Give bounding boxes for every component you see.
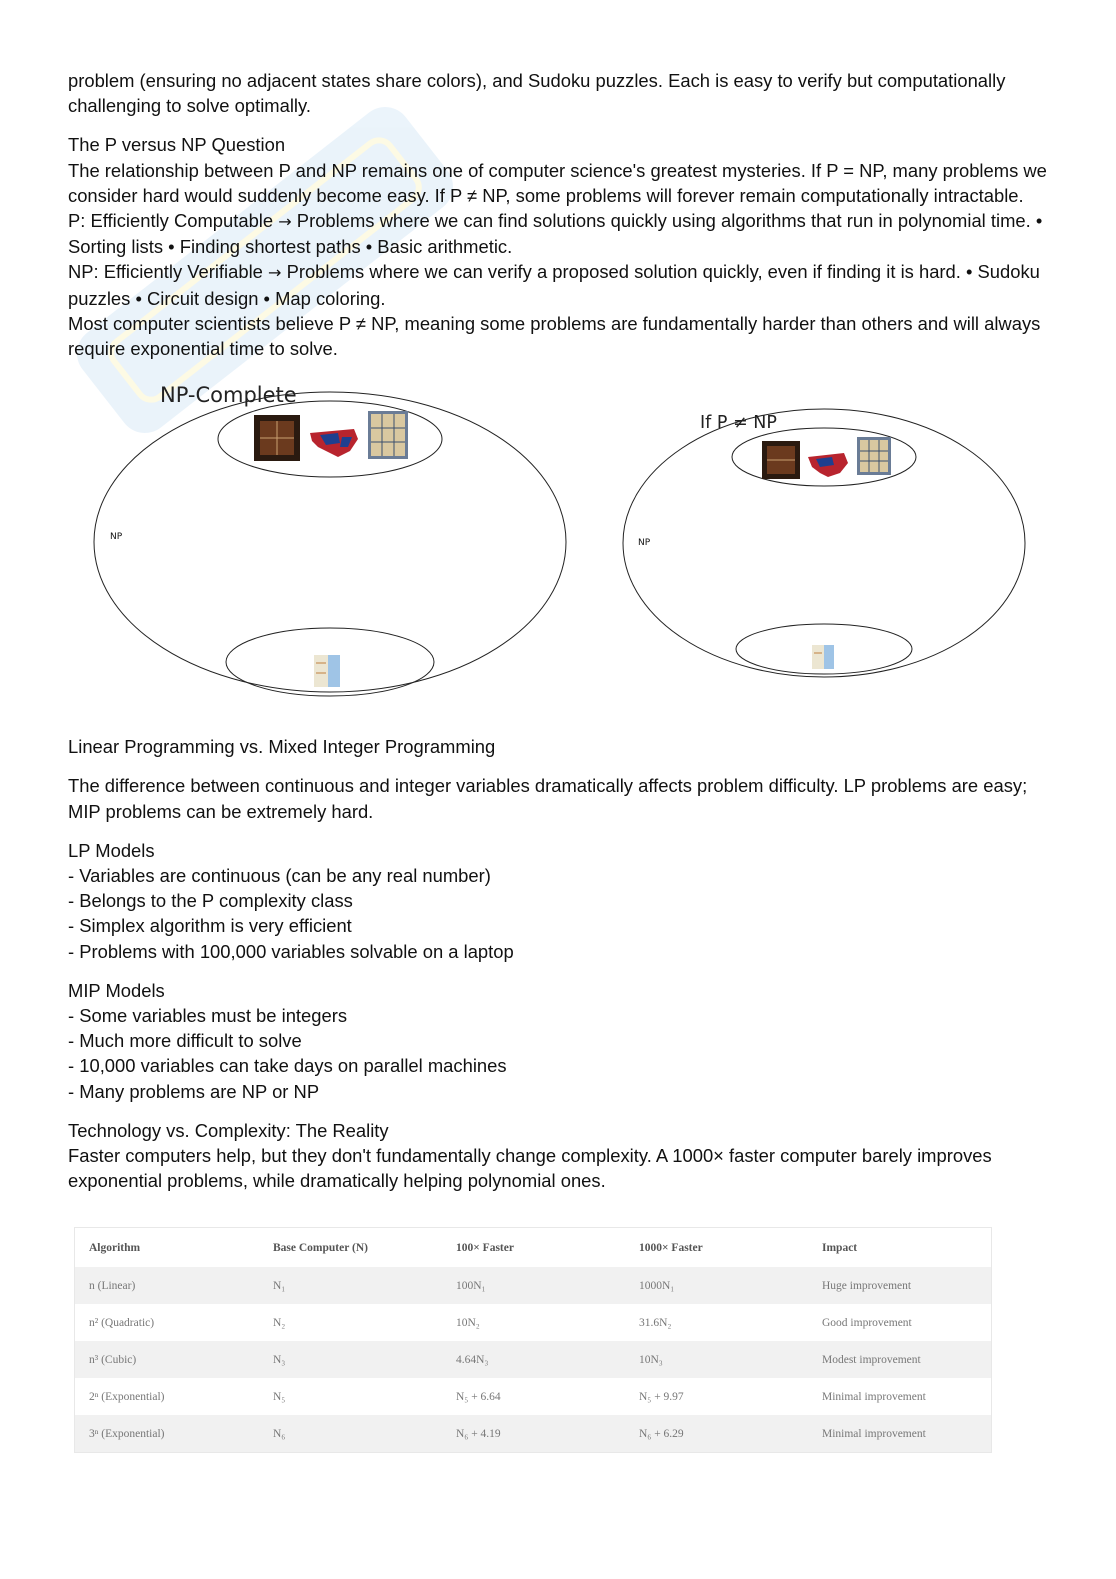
column-header: Base Computer (N) — [273, 1241, 368, 1254]
table-row — [75, 1341, 991, 1378]
route-map-image — [314, 655, 340, 687]
list-item: - Variables are continuous (can be any real number) — [68, 865, 491, 887]
p-text: Problems where we can find solutions quickly using algorithms that run in polynomial time. • Sorting lists • Finding shortest paths • Basic arithmetic. — [68, 210, 1043, 258]
table-cell: N₂ — [273, 1316, 286, 1329]
table-cell: Good improvement — [822, 1316, 912, 1329]
table-cell: N₁ — [273, 1279, 286, 1292]
p-definition — [68, 208, 1048, 259]
column-header: Impact — [822, 1241, 858, 1254]
list-item: - Some variables must be integers — [68, 1005, 348, 1027]
route-map-image — [812, 645, 834, 669]
tech-heading: Technology vs. Complexity: The Reality — [68, 1119, 389, 1141]
table-row — [75, 1378, 991, 1415]
np-region-label: NP — [638, 538, 651, 549]
table-cell: 10N₃ — [639, 1353, 663, 1366]
np-text: Problems where we can verify a proposed solution quickly, even if finding it is hard. • Sudoku puzzles • Circuit design • Map coloring. — [68, 261, 1040, 309]
list-item: - Much more difficult to solve — [68, 1030, 302, 1052]
circuit-board-image — [254, 415, 300, 461]
arrow-icon: → — [278, 212, 292, 232]
np-region-label: NP — [110, 532, 123, 543]
table-cell: n (Linear) — [89, 1279, 136, 1292]
table-cell: Modest improvement — [822, 1353, 921, 1366]
table-cell: Minimal improvement — [822, 1390, 926, 1403]
np-complete-title: NP-Complete — [160, 383, 297, 408]
list-item: - 10,000 variables can take days on parallel machines — [68, 1055, 507, 1077]
table-cell: 4.64N₃ — [456, 1353, 489, 1366]
table-cell: Minimal improvement — [822, 1427, 926, 1440]
complexity-table — [75, 1228, 991, 1452]
p-label: P: Efficiently Computable — [68, 210, 274, 232]
us-map-image — [808, 453, 848, 477]
lp-heading: LP Models — [68, 839, 155, 861]
lp-mip-heading: Linear Programming vs. Mixed Integer Programming — [68, 736, 496, 758]
circuit-board-image — [762, 441, 800, 479]
table-row — [75, 1415, 991, 1452]
p-neq-np-title: If P ≠ NP — [700, 413, 777, 434]
table-cell: N₃ — [273, 1353, 286, 1366]
table-cell: N₆ — [273, 1427, 286, 1440]
document-page — [68, 68, 1048, 1193]
table-cell: N₅ + 9.97 — [639, 1390, 684, 1403]
complexity-diagram — [68, 377, 1048, 722]
table-cell: Huge improvement — [822, 1279, 912, 1292]
arrow-icon: → — [268, 263, 282, 283]
list-item: - Simplex algorithm is very efficient — [68, 915, 352, 937]
table-cell: 10N₂ — [456, 1316, 480, 1329]
table-cell: 2ⁿ (Exponential) — [89, 1390, 165, 1403]
table-cell: 3ⁿ (Exponential) — [89, 1427, 165, 1440]
table-cell: N₅ + 6.64 — [456, 1390, 501, 1403]
column-header: 100× Faster — [456, 1241, 514, 1254]
table-cell: 1000N₁ — [639, 1279, 675, 1292]
table-cell: 31.6N₂ — [639, 1316, 672, 1329]
list-item: - Problems with 100,000 variables solvable on a laptop — [68, 940, 514, 962]
venn-diagram — [68, 377, 1048, 722]
mip-heading: MIP Models — [68, 979, 165, 1001]
list-item: - Belongs to the P complexity class — [68, 890, 353, 912]
table-cell: N₆ + 6.29 — [639, 1427, 684, 1440]
column-header: 1000× Faster — [639, 1241, 703, 1254]
np-label: NP: Efficiently Verifiable — [68, 261, 263, 283]
table-cell: n² (Quadratic) — [89, 1316, 155, 1329]
table-cell: N₆ + 4.19 — [456, 1427, 501, 1440]
table-row — [75, 1304, 991, 1341]
np-definition — [68, 259, 1048, 310]
table-cell: n³ (Cubic) — [89, 1353, 137, 1366]
pnp-body: The relationship between P and NP remains one of computer science's greatest mysteries. If P = NP, many problems we consider hard would suddenly become easy. If P ≠ NP, some problems will forever remain computationally intractable. — [68, 159, 1047, 206]
list-item: - Many problems are NP or NP — [68, 1080, 320, 1102]
table-cell: N₅ — [273, 1390, 286, 1403]
column-header: Algorithm — [89, 1241, 141, 1254]
us-map-image — [310, 429, 358, 457]
pnp-heading: The P versus NP Question — [68, 134, 286, 156]
sudoku-grid-image — [857, 437, 891, 475]
belief-paragraph: Most computer scientists believe P ≠ NP, meaning some problems are fundamentally harder than others and will always require exponential time to solve. — [68, 312, 1041, 360]
table-row — [75, 1267, 991, 1304]
table-header-row — [75, 1228, 991, 1267]
table-cell: 100N₁ — [456, 1279, 486, 1292]
lp-mip-intro: The difference between continuous and integer variables dramatically affects problem difficulty. LP problems are easy; MIP problems can be extremely hard. — [68, 775, 1028, 822]
intro-paragraph: problem (ensuring no adjacent states share colors), and Sudoku puzzles. Each is easy to verify but computationally challenging to solve optimally. — [68, 70, 1006, 117]
tech-body: Faster computers help, but they don't fundamentally change complexity. A 1000× faster computer barely improves exponential problems, while dramatically helping polynomial ones. — [68, 1145, 992, 1192]
sudoku-grid-image — [368, 411, 408, 459]
